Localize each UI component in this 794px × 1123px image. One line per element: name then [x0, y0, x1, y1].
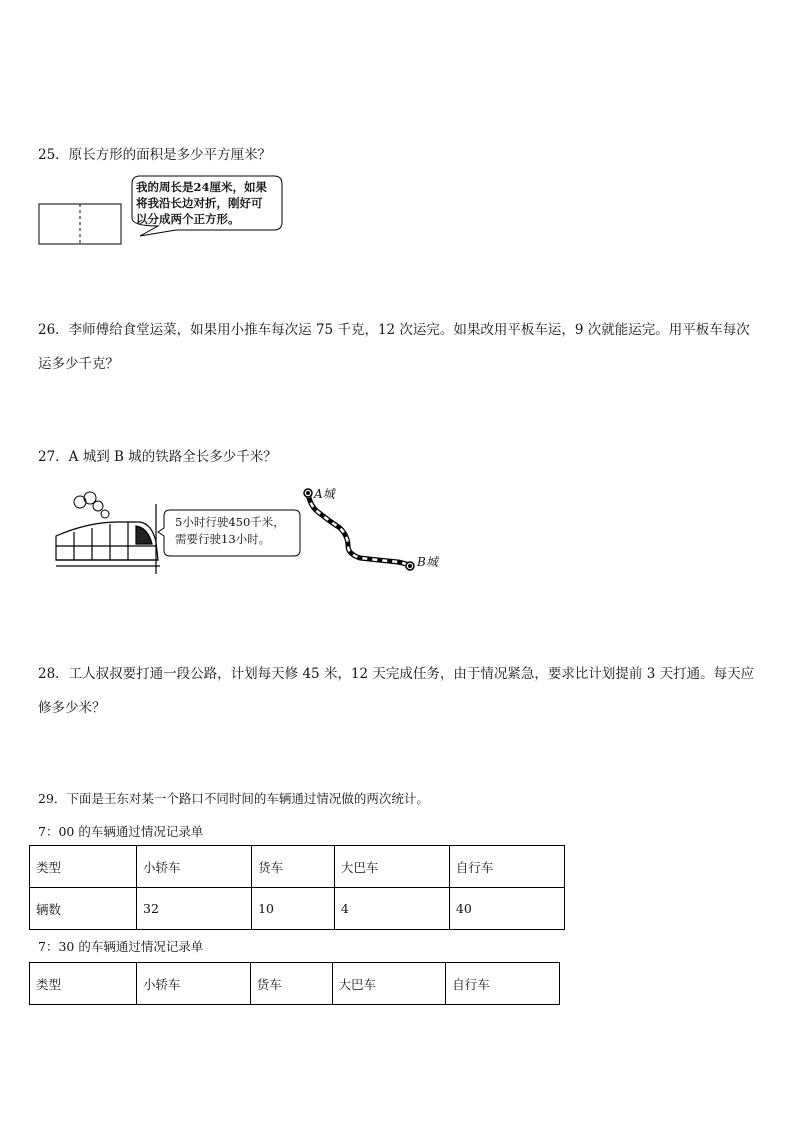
- railway-route: [308, 493, 410, 566]
- question-29: 29．下面是王东对某一个路口不同时间的车辆通过情况做的两次统计。: [38, 791, 429, 806]
- question-28: 28．工人叔叔要打通一段公路，计划每天修 45 米，12 天完成任务，由于情况紧急，要求比计划提前 3 天打通。每天应修多少米？: [38, 666, 755, 716]
- bubble-line-1: 我的周长是24厘米，如果: [136, 180, 268, 194]
- table-header-cell: 类型: [30, 846, 137, 888]
- table-row: [30, 963, 560, 1005]
- city-a-label: A城: [314, 487, 335, 501]
- table-header-cell: 类型: [30, 963, 137, 1005]
- record-table-700: [29, 845, 565, 930]
- question-26: 26．李师傅给食堂运菜，如果用小推车每次运 75 千克，12 次运完。如果改用平板车运，9 次就能运完。用平板车每次运多少千克？: [38, 322, 750, 372]
- table-header-cell: 自行车: [449, 846, 564, 888]
- train-icon: [56, 504, 160, 574]
- table-cell: 40: [449, 888, 564, 930]
- city-b-label: B城: [417, 555, 438, 569]
- smoke-icon: [74, 492, 109, 518]
- table-header-cell: 大巴车: [332, 963, 446, 1005]
- bubble-line-2: 将我沿长边对折，刚好可: [136, 196, 263, 210]
- table-header-cell: 大巴车: [334, 846, 449, 888]
- table2-caption: 7：30 的车辆通过情况记录单: [38, 939, 204, 954]
- speech-bubble-text: [136, 179, 267, 227]
- train-line-1: 5小时行驶450千米，: [175, 515, 285, 529]
- table-cell: 4: [334, 888, 449, 930]
- table-header-cell: 小轿车: [137, 846, 252, 888]
- train-speech-text: [175, 514, 285, 548]
- table-row-label: 辆数: [30, 888, 137, 930]
- table-header-cell: 货车: [252, 846, 335, 888]
- table-row: [30, 888, 565, 930]
- table-cell: 10: [252, 888, 335, 930]
- question-25: 25．原长方形的面积是多少平方厘米？: [38, 147, 272, 163]
- train-line-2: 需要行驶13小时。: [175, 532, 271, 546]
- record-table-730: [29, 962, 560, 1005]
- table1-caption: 7：00 的车辆通过情况记录单: [38, 824, 204, 839]
- table-header-cell: 自行车: [446, 963, 560, 1005]
- table-header-cell: 货车: [250, 963, 332, 1005]
- table-header-cell: 小轿车: [137, 963, 251, 1005]
- bubble-line-3: 以分成两个正方形。: [136, 212, 240, 226]
- table-cell: 32: [137, 888, 252, 930]
- table-row: [30, 846, 565, 888]
- question-27: 27．A 城到 B 城的铁路全长多少千米？: [38, 449, 277, 465]
